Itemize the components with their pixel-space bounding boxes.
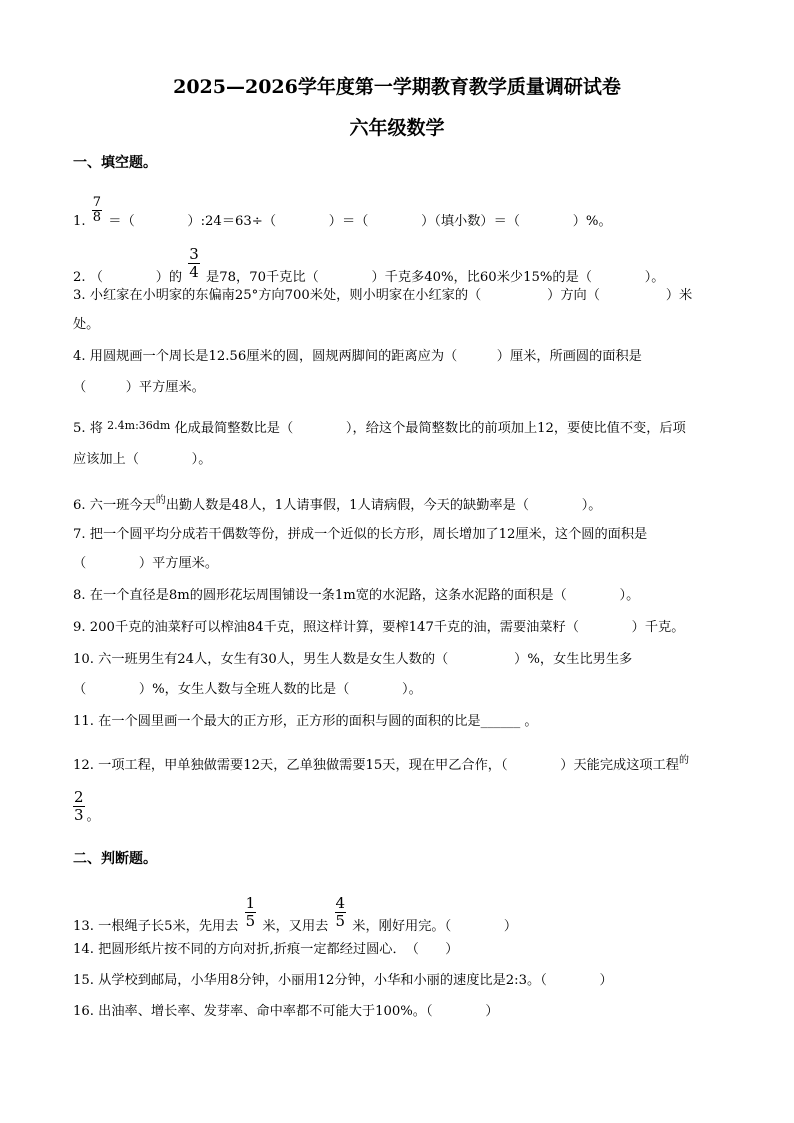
fraction-numerator: 3 [189, 245, 199, 263]
question-4-line-1: 4. 用圆规画一个周长是12.56厘米的圆，圆规两脚间的距离应为（ ）厘米，所画圆的面积是 [73, 349, 642, 364]
fraction-denominator: 8 [92, 210, 102, 225]
question-10-line-1: 10. 六一班男生有24人，女生有30人，男生人数是女生人数的（ ）%，女生比男生多 [73, 652, 633, 667]
question-7-line-1: 7. 把一个圆平均分成若干偶数等份，拼成一个近似的长方形，周长增加了12厘米，这个圆的面积是 [73, 527, 648, 542]
fraction-denominator: 5 [245, 912, 256, 930]
fraction-denominator: 5 [335, 912, 346, 930]
question-5-line-2: 应该加上（ ）。 [73, 452, 212, 467]
exam-title: 2025—2026学年度第一学期教育教学质量调研试卷 [173, 76, 621, 98]
fraction-7-8 [92, 196, 102, 225]
question-7-line-2: （ ）平方厘米。 [73, 556, 219, 571]
question-12-period: 。 [86, 809, 100, 824]
question-5-text-b: 化成最简整数比是（ ），给这个最简整数比的前项加上12，要使比值不变，后项 [174, 421, 686, 436]
question-2-text-a: 2. （ ）的 [73, 270, 183, 285]
question-13-text-c: 米，刚好用完。（ ） [352, 919, 518, 934]
question-13-text-b: 米，又用去 [262, 919, 329, 934]
section-true-false: 二、判断题。 [73, 851, 157, 867]
question-10-line-2: （ ）%，女生人数与全班人数的比是（ ）。 [73, 682, 422, 697]
question-16: 16. 出油率、增长率、发芽率、命中率都不可能大于100%。（ ） [73, 1004, 499, 1019]
exam-subtitle: 六年级数学 [349, 117, 445, 139]
fraction-numerator: 7 [92, 195, 102, 210]
question-6-superscript: 的 [155, 495, 166, 506]
question-12-line-1 [73, 752, 689, 775]
question-1-text: ＝（ ）:24＝63÷（ ）＝（ ）（填小数）＝（ ）%。 [108, 214, 612, 229]
fraction-denominator: 3 [74, 806, 84, 824]
question-11: 11. 在一个圆里画一个最大的正方形，正方形的面积与圆的面积的比是______ 。 [73, 714, 538, 729]
fraction-denominator: 4 [189, 263, 199, 281]
question-3-line-2: 处。 [73, 317, 100, 332]
question-6 [73, 492, 602, 515]
question-12-text: 12. 一项工程，甲单独做需要12天，乙单独做需要15天，现在甲乙合作，（ ）天能完成这项工程 [73, 758, 679, 773]
question-4-line-2: （ ）平方厘米。 [73, 380, 205, 395]
question-1 [73, 196, 612, 231]
fraction-numerator: 2 [74, 788, 84, 806]
question-2-text-b: 是78，70千克比（ ）千克多40%，比60米少15%的是（ ）。 [206, 270, 665, 285]
question-15: 15. 从学校到邮局，小华用8分钟，小丽用12分钟，小华和小丽的速度比是2:3。（ ） [73, 973, 613, 988]
question-13-text-a: 13. 一根绳子长5米，先用去 [73, 919, 239, 934]
question-5-ratio: 2.4m:36dm [107, 419, 171, 432]
question-6-text-a: 6. 六一班今天 [73, 498, 156, 513]
question-9: 9. 200千克的油菜籽可以榨油84千克，照这样计算，要榨147千克的油，需要油菜籽（ ）千克。 [73, 620, 685, 635]
fraction-3-4 [188, 246, 200, 281]
question-6-text-b: 出勤人数是48人，1人请事假，1人请病假，今天的缺勤率是（ ）。 [165, 498, 602, 513]
fraction-4-5 [335, 895, 347, 930]
section-fill-blank: 一、填空题。 [73, 155, 157, 171]
question-12-superscript: 的 [679, 755, 689, 766]
fraction-numerator: 1 [245, 894, 256, 912]
question-3-line-1: 3. 小红家在小明家的东偏南25°方向700米处，则小明家在小红家的（ ）方向（ ）米 [73, 288, 693, 303]
fraction-2-3 [73, 789, 85, 824]
question-5-text-a: 5. 将 [73, 421, 103, 436]
question-8: 8. 在一个直径是8m的圆形花坛周围铺设一条1m宽的水泥路，这条水泥路的面积是（ ）。 [73, 588, 640, 603]
question-13 [73, 895, 517, 936]
question-14: 14. 把圆形纸片按不同的方向对折,折痕一定都经过圆心． （ ） [73, 942, 459, 957]
question-5-line-1 [73, 417, 686, 438]
question-2 [73, 246, 664, 287]
fraction-1-5 [245, 895, 257, 930]
fraction-numerator: 4 [335, 894, 346, 912]
question-12-line-2 [73, 789, 100, 826]
question-1-number: 1. [73, 214, 86, 229]
